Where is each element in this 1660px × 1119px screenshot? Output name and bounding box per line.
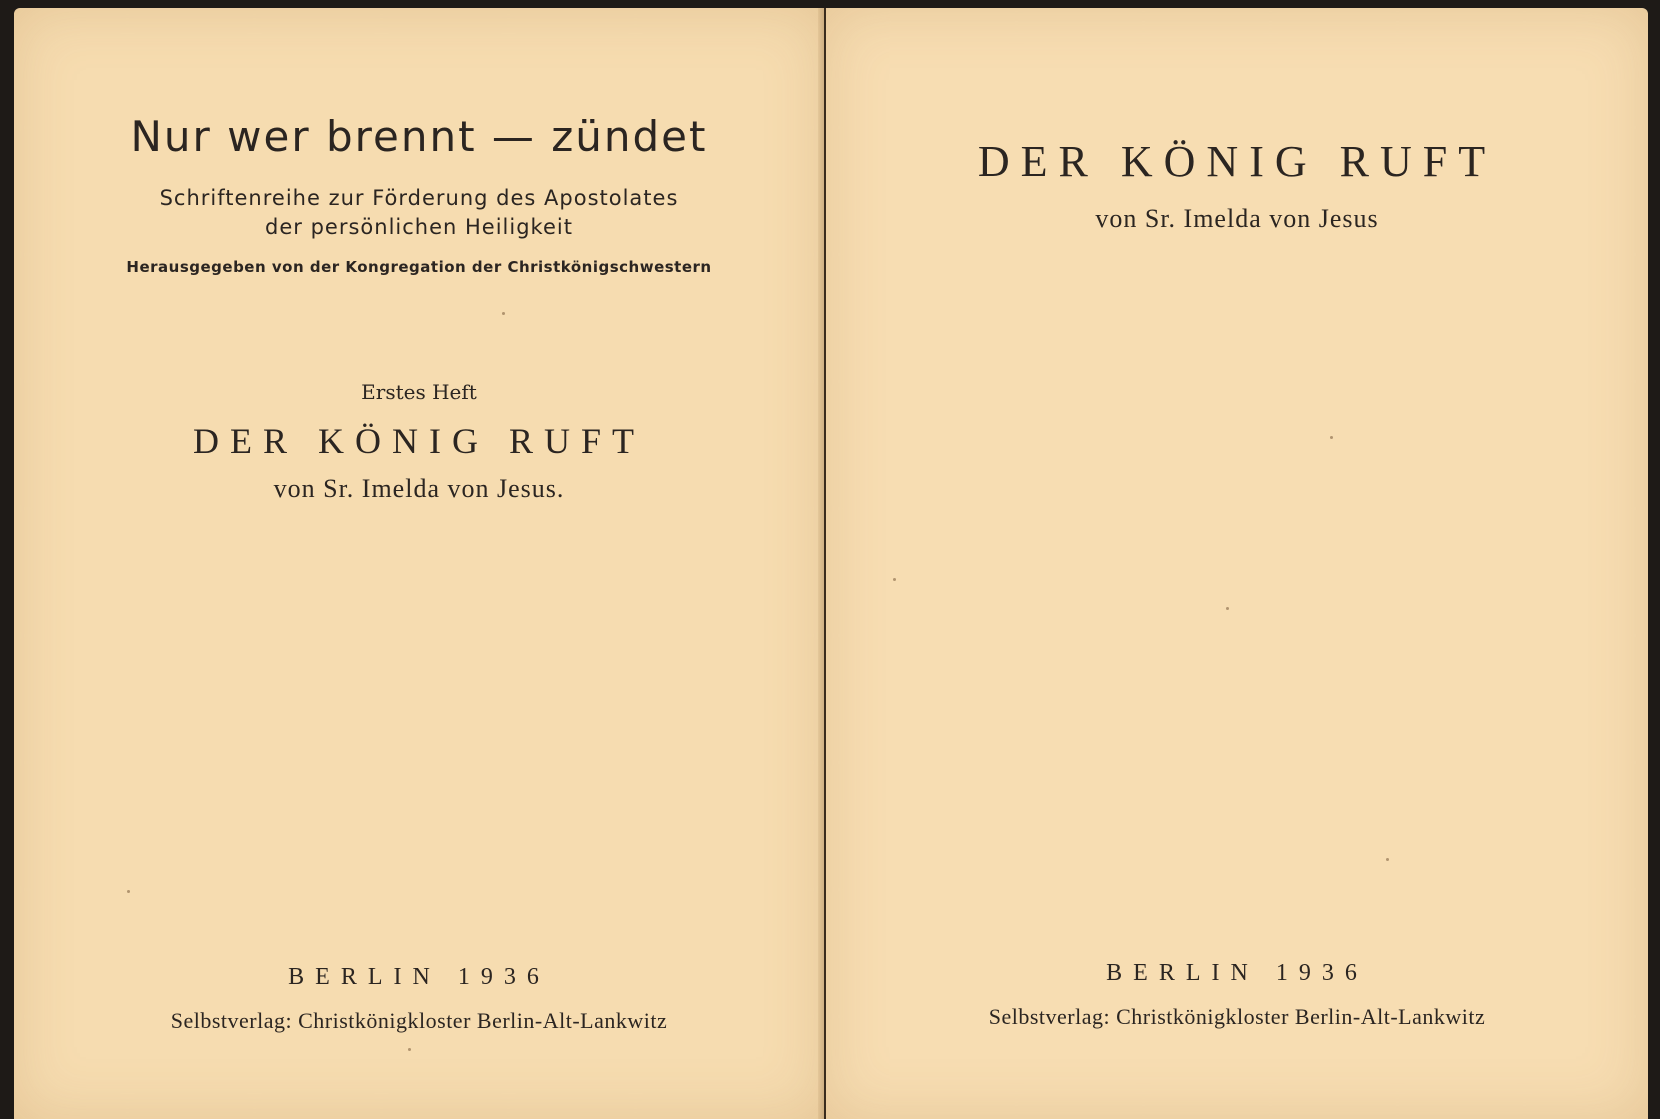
author-line: von Sr. Imelda von Jesus. <box>273 474 565 503</box>
series-subtitle-line1: Schriftenreihe zur Förderung des Apostolates <box>159 186 679 210</box>
paper-speck <box>1330 436 1333 439</box>
right-page <box>826 8 1648 1119</box>
book-title: DER KÖNIG RUFT <box>192 421 645 461</box>
paper-speck <box>127 890 130 893</box>
imprint-line-right: Selbstverlag: Christkönigkloster Berlin-Alt-Lankwitz <box>988 1004 1486 1029</box>
author-line-right: von Sr. Imelda von Jesus <box>1095 204 1379 233</box>
paper-speck <box>502 312 505 315</box>
city-year: BERLIN 1936 <box>288 964 550 990</box>
paper-speck <box>893 578 896 581</box>
issue-label: Erstes Heft <box>361 380 477 404</box>
series-title: Nur wer brennt — zündet <box>130 112 708 161</box>
series-subtitle-line2: der persönlichen Heiligkeit <box>265 215 573 239</box>
paper-speck <box>1226 607 1229 610</box>
paper-speck <box>408 1048 411 1051</box>
city-year-right: BERLIN 1936 <box>1106 960 1368 986</box>
imprint-line: Selbstverlag: Christkönigkloster Berlin-Alt-Lankwitz <box>170 1008 668 1033</box>
left-page <box>14 8 824 1119</box>
publisher-line: Herausgegeben von der Kongregation der Christkönigschwestern <box>126 258 712 276</box>
paper-speck <box>1386 858 1389 861</box>
book-title-right: DER KÖNIG RUFT <box>977 137 1497 186</box>
